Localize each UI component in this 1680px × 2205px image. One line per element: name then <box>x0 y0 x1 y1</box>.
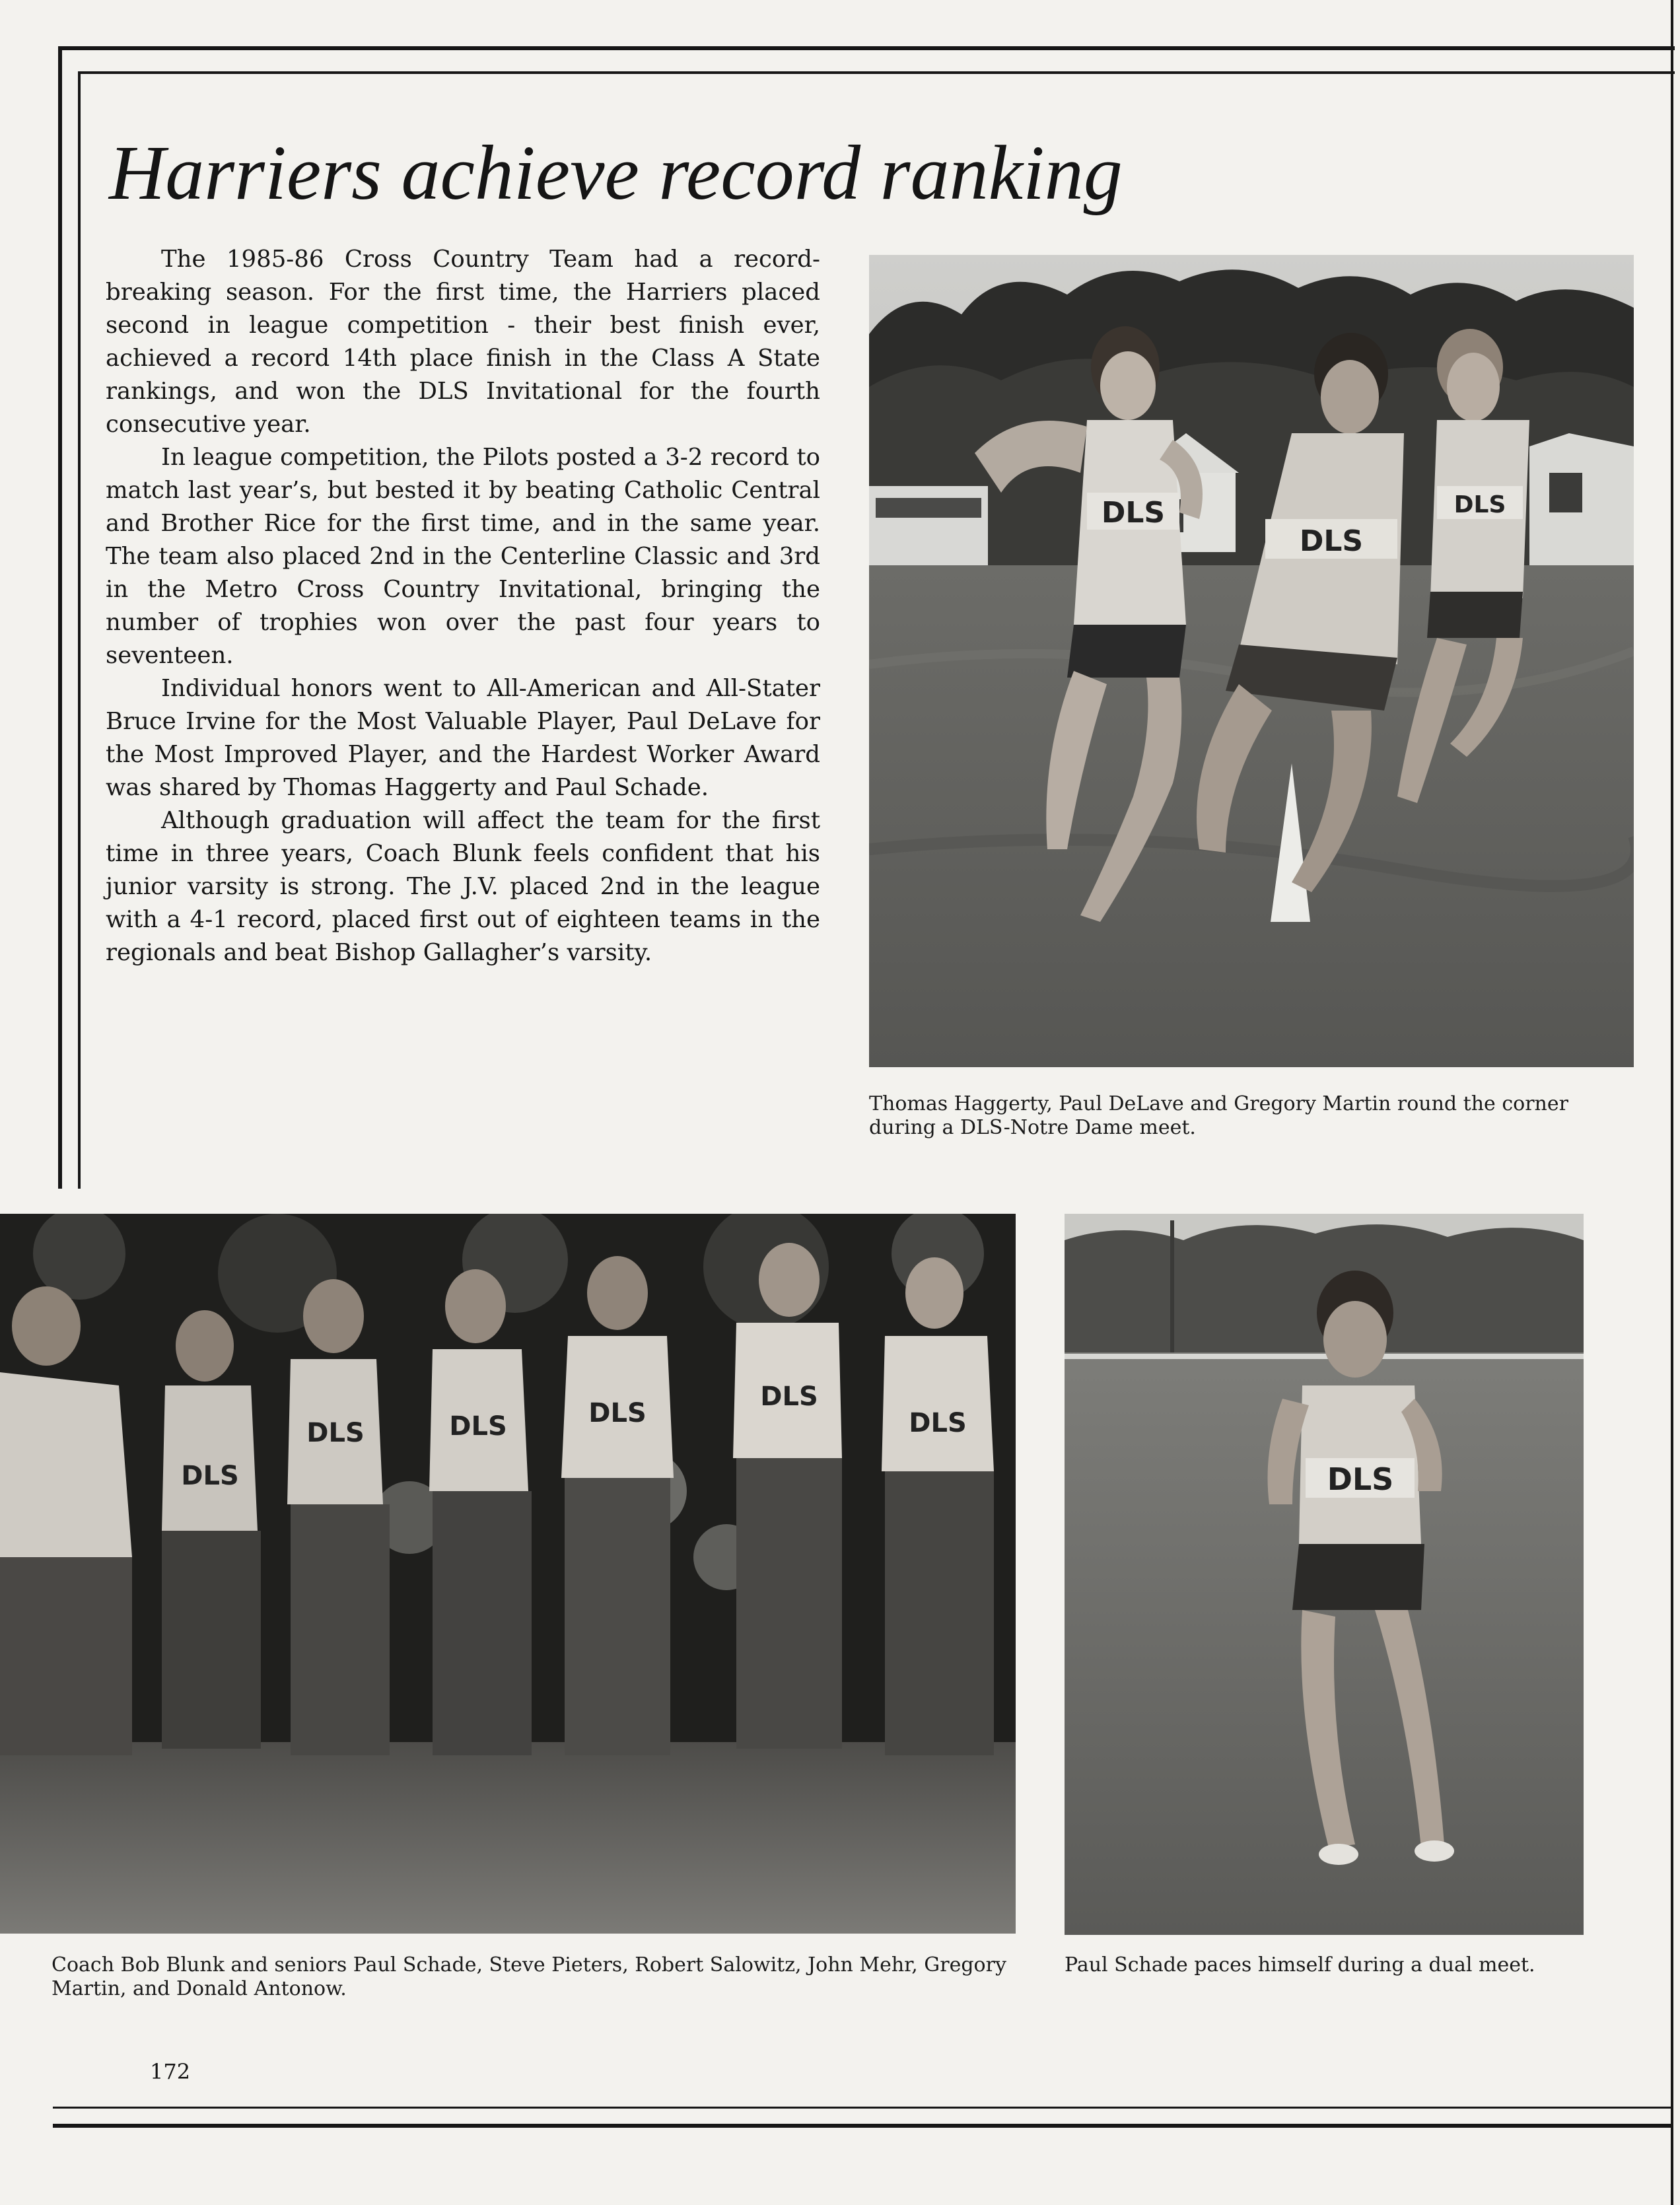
article-paragraph: The 1985-86 Cross Country Team had a record-breaking season. For the first time, the Harriers placed second in league competition - their best finish ever, achieved a record 14th place finish in the Class A State rankings, and won the DLS Invitational for the fourth consecutive year. <box>106 246 820 438</box>
race-photo <box>869 255 1634 1067</box>
frame-top-rule <box>58 46 1675 50</box>
article-paragraph: Although graduation will affect the team for the first time in three years, Coach Blunk feels confident that his junior varsity is strong. The J.V. placed 2nd in the league with a 4-1 record, placed first out of eighteen teams in the regionals and beat Bishop Gallagher’s varsity. <box>106 807 820 966</box>
article-paragraph: In league competition, the Pilots posted a 3-2 record to match last year’s, but bested it by beating Catholic Central and Brother Rice for the first time, and in the same year. The team also placed 2nd in the Centerline Classic and 3rd in the Metro Cross Country Invitational, bringing the number of trophies won over the past four years to seventeen. <box>106 444 820 669</box>
team-jersey-text: DLS <box>449 1411 507 1442</box>
team-jersey-text: DLS <box>181 1461 239 1491</box>
runner-jersey-text: DLS <box>1327 1461 1394 1497</box>
team-jersey-text: DLS <box>588 1398 647 1428</box>
race-jersey-text-middle: DLS <box>1299 524 1364 558</box>
frame-right-rule <box>1671 0 1673 2205</box>
frame-bottom-inner-rule <box>53 2107 1671 2109</box>
race-jersey-text-left: DLS <box>1101 496 1166 530</box>
team-jersey-text: DLS <box>306 1418 365 1448</box>
team-photo-image <box>0 1214 1016 1934</box>
frame-left-inner-rule <box>78 71 81 1189</box>
page-number: 172 <box>150 2059 191 2084</box>
runner-photo-image <box>1065 1214 1584 1935</box>
runner-photo <box>1065 1214 1584 1935</box>
race-photo-caption: Thomas Haggerty, Paul DeLave and Gregory Martin round the corner during a DLS-Notre Dame meet. <box>869 1092 1568 1139</box>
frame-bottom-rule <box>53 2124 1671 2128</box>
race-jersey-text-right: DLS <box>1453 491 1506 518</box>
team-jersey-text: DLS <box>909 1408 967 1438</box>
runner-photo-caption: Paul Schade paces himself during a dual meet. <box>1065 1953 1535 1977</box>
team-jersey-text: DLS <box>760 1382 818 1412</box>
article-paragraph: Individual honors went to All-American and All-Stater Bruce Irvine for the Most Valuable Player, Paul DeLave for the Most Improved Player, and the Hardest Worker Award was shared by Thomas Haggerty and Paul Schade. <box>106 675 820 801</box>
team-photo <box>0 1214 1016 1934</box>
page-title: Harriers achieve record ranking <box>109 129 1123 216</box>
race-photo-image <box>869 255 1634 1067</box>
frame-top-inner-rule <box>78 71 1675 74</box>
frame-left-rule <box>58 46 62 1189</box>
team-photo-caption: Coach Bob Blunk and seniors Paul Schade, Steve Pieters, Robert Salowitz, John Mehr, Gregory Martin, and Donald Antonow. <box>52 1953 1006 2000</box>
article-body <box>106 243 820 969</box>
